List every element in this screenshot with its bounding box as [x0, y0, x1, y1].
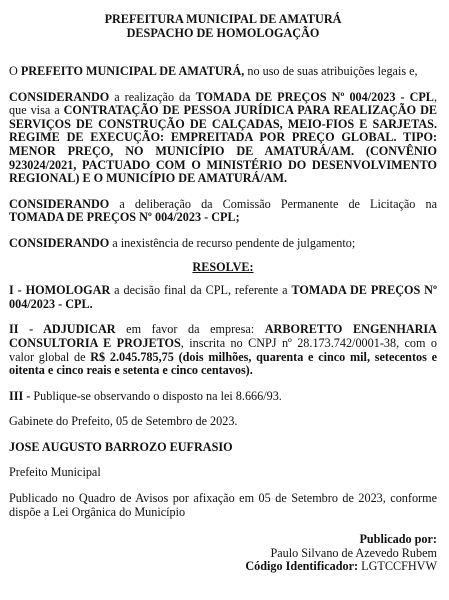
item-adjudicar: [9, 323, 437, 377]
considerando-2-text: a deliberação da Comissão Permanente de Licitação na: [109, 196, 437, 211]
signer-role: Prefeito Municipal: [9, 465, 101, 480]
item-2-label: II - ADJUDICAR: [9, 322, 116, 337]
considerando-1-label: CONSIDERANDO: [9, 89, 110, 104]
intro-paragraph: [9, 65, 437, 79]
item-3-text: Publique-se observando o disposto na lei 8.666/93.: [30, 388, 282, 403]
item-3-label: III -: [9, 388, 31, 403]
considerando-2-label: CONSIDERANDO: [9, 196, 110, 211]
code-value: LGTCCFHVW: [361, 559, 437, 574]
date-line: Gabinete do Prefeito, 05 de Setembro de 2023.: [9, 414, 238, 429]
considerando-2: [9, 198, 437, 225]
publication-notice: Publicado no Quadro de Avisos por afixação em 05 de Setembro de 2023, conforme dispõe a Lei Orgânica do Município: [9, 491, 437, 519]
code-identifier: [9, 560, 437, 574]
item-1-text: a decisão final da CPL, referente a: [110, 283, 292, 298]
item-publique: [9, 390, 437, 404]
header-subtitle: DESPACHO DE HOMOLOGAÇÃO: [126, 25, 320, 40]
item-2-value: R$ 2.045.785,75 (dois milhões, quarenta e cinco mil, setecentos e oitenta e cinco reais e setenta e cinco centavos).: [9, 349, 437, 378]
considerando-3: [9, 237, 437, 251]
item-2-text1: em favor da empresa:: [115, 322, 265, 337]
considerando-3-text: a inexistência de recurso pendente de julgamento;: [109, 235, 356, 250]
code-label: Código Identificador:: [245, 559, 359, 574]
considerando-1: [9, 91, 437, 186]
considerando-1-bold1: TOMADA DE PREÇOS Nº 004/2023 - CPL: [195, 89, 434, 104]
considerando-3-label: CONSIDERANDO: [9, 235, 110, 250]
header-title: PREFEITURA MUNICIPAL DE AMATURÁ: [104, 12, 342, 26]
considerando-1-text1: a realização da: [109, 89, 196, 104]
item-2-text2: , inscrita no CNPJ nº 28.173.742/0001-38, com o valor global de: [9, 335, 437, 364]
considerando-2-bold: TOMADA DE PREÇOS Nº 004/2023 - CPL;: [9, 210, 240, 225]
resolve-heading-line: [9, 261, 437, 275]
intro-bold: PREFEITO MUNICIPAL DE AMATURÁ,: [20, 64, 245, 78]
intro-prefix: O: [9, 64, 21, 78]
considerando-1-bold2: CONTRATAÇÃO DE PESSOA JURÍDICA PARA REALIZAÇÃO DE SERVIÇOS DE CONSTRUÇÃO DE CALÇADAS, MEIO-FIOS E SARJETAS. REGIME DE EXECUÇÃO: EMPREITADA POR PREÇO GLOBAL. TIPO: MENOR PREÇO, NO MUNICÍPIO DE AMATURÁ/AM. (CONVÊNIO 923024/2021, PACTUADO COM O MINISTÉRIO DO DESENVOLVIMENTO REGIONAL) E O MUNICÍPIO DE AMATURÁ/AM.: [9, 103, 437, 186]
resolve-heading: RESOLVE:: [192, 259, 254, 274]
signer-name: JOSE AUGUSTO BARROZO EUFRASIO: [9, 439, 233, 454]
intro-rest: no uso de suas atribuições legais e,: [244, 64, 418, 78]
publication-footer: [9, 533, 437, 574]
item-1-label: I - HOMOLOGAR: [9, 283, 111, 298]
item-2-company: ARBORETTO ENGENHARIA CONSULTORIA E PROJETOS: [9, 322, 437, 350]
item-homologar: [9, 284, 437, 311]
published-by-name: Paulo Silvano de Azevedo Rubem: [270, 545, 437, 560]
considerando-1-text2: , que visa a: [9, 89, 437, 118]
document-header: [9, 13, 437, 40]
published-by-label: Publicado por:: [359, 532, 437, 547]
item-1-bold: TOMADA DE PREÇOS Nº 004/2023 - CPL.: [9, 283, 437, 311]
